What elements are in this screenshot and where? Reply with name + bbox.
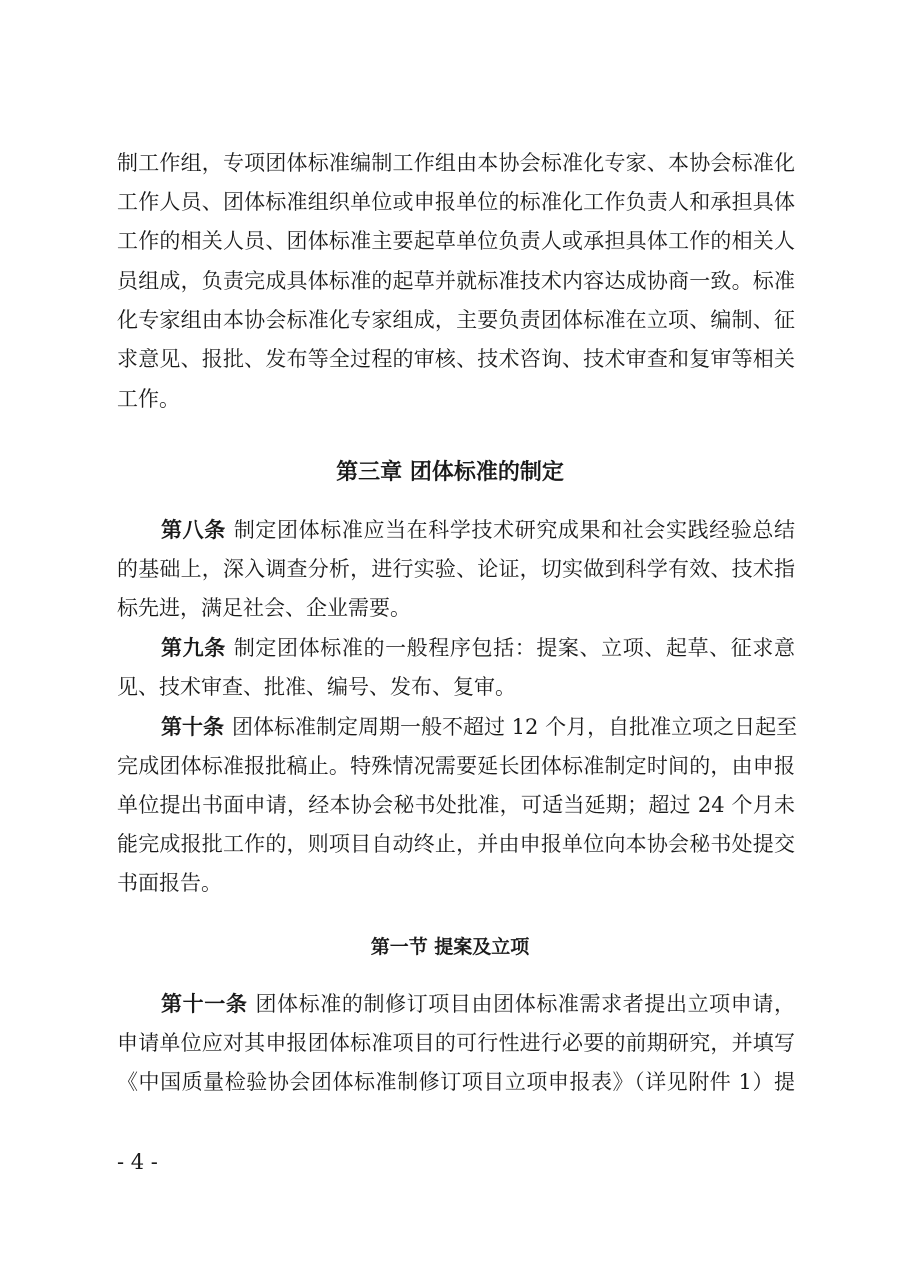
line-text: 制定团体标准的一般程序包括：提案、立项、起草、征求意 — [233, 636, 796, 660]
text-line: 见、技术审查、批准、编号、发布、复审。 — [117, 675, 516, 699]
text-line — [161, 517, 795, 543]
line-text: 团体标准的制修订项目由团体标准需求者提出立项申请， — [255, 992, 796, 1016]
section-title: 第一节 提案及立项 — [370, 936, 530, 958]
article-label: 第九条 — [161, 636, 226, 660]
text-line: 工作人员、团体标准组织单位或申报单位的标准化工作负责人和承担具体 — [117, 190, 795, 214]
text-line: 能完成报批工作的，则项目自动终止，并由申报单位向本协会秘书处提交 — [117, 832, 795, 856]
text-line — [161, 991, 795, 1017]
text-line: 员组成，负责完成具体标准的起草并就标准技术内容达成协商一致。标准 — [117, 269, 795, 293]
text-line: 工作的相关人员、团体标准主要起草单位负责人或承担具体工作的相关人 — [117, 229, 795, 253]
article-label: 第八条 — [161, 518, 226, 542]
text-line — [161, 714, 798, 740]
article-label: 第十条 — [161, 715, 224, 739]
article-label: 第十一条 — [161, 992, 248, 1016]
text-line: 完成团体标准报批稿止。特殊情况需要延长团体标准制定时间的，由申报 — [117, 754, 795, 778]
line-text: 制定团体标准应当在科学技术研究成果和社会实践经验总结 — [233, 518, 796, 542]
page-number: - 4 - — [117, 1150, 158, 1174]
text-line: 《中国质量检验协会团体标准制修订项目立项申报表》（详见附件 1）提 — [117, 1070, 795, 1094]
text-line: 工作。 — [117, 387, 180, 411]
text-line: 制工作组，专项团体标准编制工作组由本协会标准化专家、本协会标准化 — [117, 151, 795, 175]
text-line: 单位提出书面申请，经本协会秘书处批准，可适当延期；超过 24 个月未 — [117, 793, 795, 817]
text-line: 化专家组由本协会标准化专家组成，主要负责团体标准在立项、编制、征 — [117, 308, 795, 332]
text-line — [161, 635, 795, 661]
text-line: 标先进，满足社会、企业需要。 — [117, 596, 411, 620]
text-line: 书面报告。 — [117, 871, 222, 895]
text-line: 求意见、报批、发布等全过程的审核、技术咨询、技术审查和复审等相关 — [117, 347, 795, 371]
text-line: 的基础上，深入调查分析，进行实验、论证，切实做到科学有效、技术指 — [117, 557, 795, 581]
text-line: 申请单位应对其申报团体标准项目的可行性进行必要的前期研究，并填写 — [117, 1031, 795, 1055]
line-text: 团体标准制定周期一般不超过 12 个月，自批准立项之日起至 — [232, 715, 798, 739]
chapter-title: 第三章 团体标准的制定 — [336, 460, 564, 485]
